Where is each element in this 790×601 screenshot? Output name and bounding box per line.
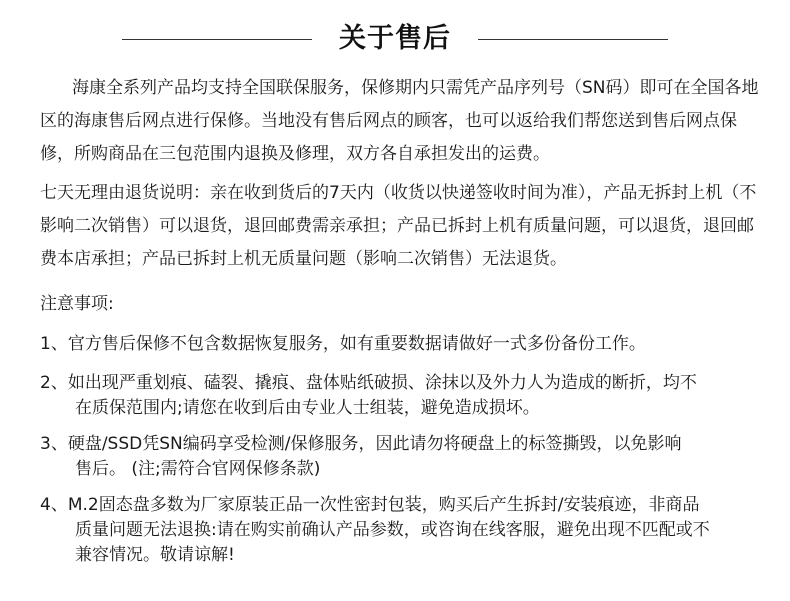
notice-item-text-continued: 兼容情况。敬请谅解! <box>75 545 235 565</box>
notice-item <box>40 332 770 357</box>
notice-item-number: 3、 <box>40 434 68 454</box>
notice-item <box>40 371 770 421</box>
section-header <box>0 14 790 64</box>
notice-item-text: 如出现严重划痕、磕裂、撬痕、盘体贴纸破损、涂抹以及外力人为造成的断折，均不 <box>67 373 697 393</box>
notice-item <box>40 432 770 482</box>
notice-heading: 注意事项: <box>40 294 114 314</box>
warranty-intro-paragraph: 海康全系列产品均支持全国联保服务，保修期内只需凭产品序列号（SN码）即可在全国各地区的海康售后网点进行保修。当地没有售后网点的顾客，也可以返给我们帮您送到售后网点保修，所购商品在三包范围内退换及修理，双方各自承担发出的运费。 <box>40 78 759 164</box>
notice-item-text: 官方售后保修不包含数据恢复服务，如有重要数据请做好一式多份备份工作。 <box>67 334 646 354</box>
notice-item-number: 2、 <box>40 373 68 393</box>
notice-item-text: 硬盘/SSD凭SN编码享受检测/保修服务，因此请勿将硬盘上的标签撕毁，以免影响 <box>67 434 682 454</box>
section-title: 关于售后 <box>339 23 451 54</box>
return-policy-paragraph: 七天无理由退货说明：亲在收到货后的7天内（收货以快递签收时间为准），产品无拆封上机（不影响二次销售）可以退货，退回邮费需亲承担；产品已拆封上机有质量问题，可以退货，退回邮费本店承担；产品已拆封上机无质量问题（影响二次销售）无法退货。 <box>40 183 757 269</box>
notice-item-text-continued: 售后。 (注;需符合官网保修条款) <box>75 459 321 479</box>
notice-item-text-continued: 质量问题无法退换:请在购实前确认产品参数，或咨询在线客服，避免出现不匹配或不 <box>75 520 710 540</box>
notice-item-text-continued: 在质保范围内;请您在收到后由专业人士组装，避免造成损坏。 <box>75 398 540 418</box>
notice-item-number: 1、 <box>40 334 68 354</box>
header-divider-right <box>478 39 668 40</box>
notice-item <box>40 493 770 568</box>
notice-item-text: M.2固态盘多数为厂家原装正品一次性密封包装，购买后产生拆封/安装痕迹，非商品 <box>67 495 700 515</box>
notice-item-number: 4、 <box>40 495 68 515</box>
